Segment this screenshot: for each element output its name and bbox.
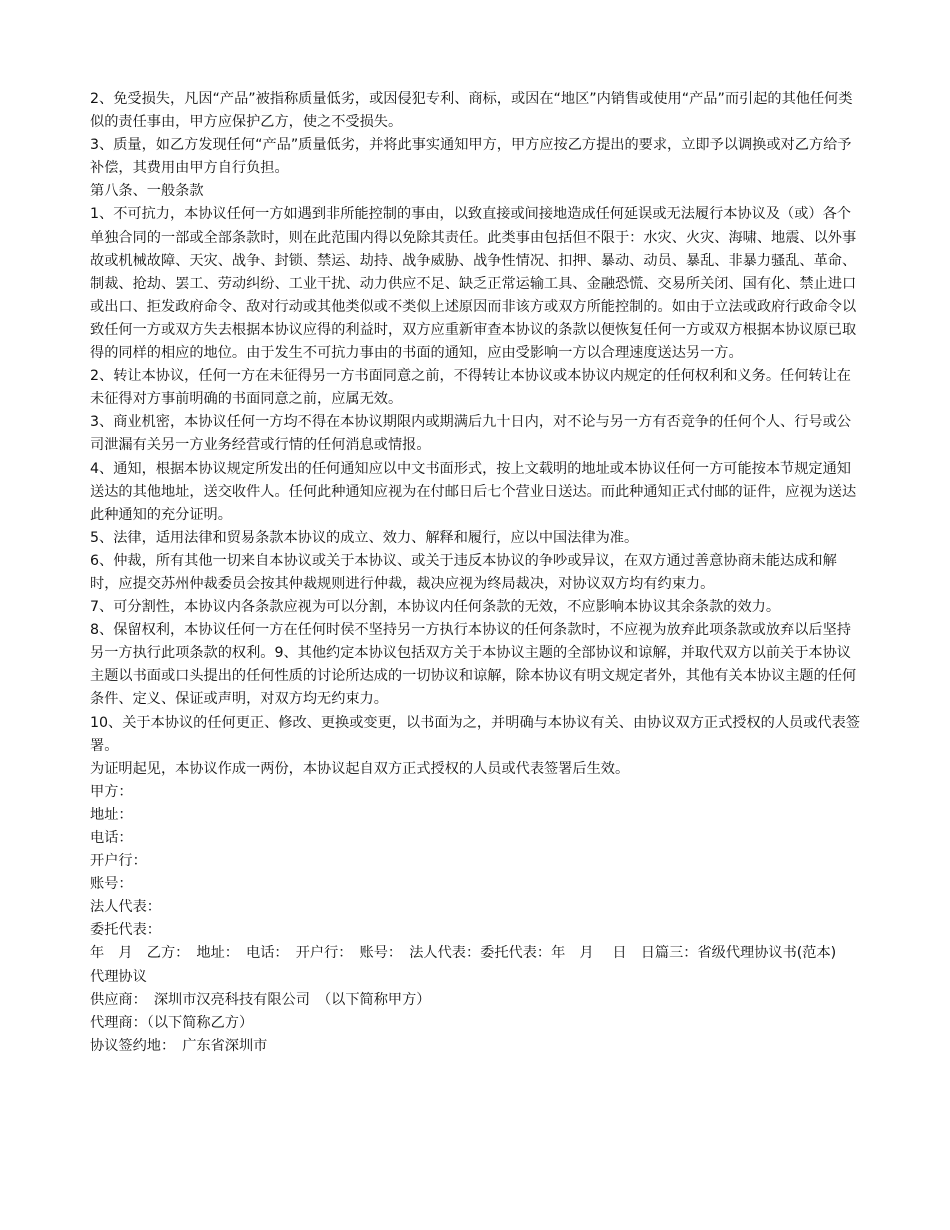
clause-8-5-law: 5、法律，适用法律和贸易条款本协议的成立、效力、解释和履行，应以中国法律为准。 bbox=[90, 529, 639, 546]
agent-rep-label: 委托代表： bbox=[90, 922, 161, 939]
legal-rep-label: 法人代表： bbox=[90, 899, 161, 916]
clause-8-1-force-majeure: 1、不可抗力，本协议任何一方如遇到非所能控制的事由，以致直接或间接地造成任何延误或无法履行本协议及（或）各个单独合同的一部或全部条款时，则在此范围内得以免除其责任。此类事由包括但不限于：水灾、火灾、海啸、地震、以外事故或机械故障、天灾、战争、封锁、禁运、劫持、战争威胁、战争性情况、扣押、暴动、动员、暴乱、非暴力骚乱、革命、制裁、抢劫、罢工、劳动纠纷、工业干扰、动力供应不足、缺乏正常运输工具、金融恐慌、交易所关闭、国有化、禁止进口或出口、拒发政府命令、敌对行动或其他类似或不类似上述原因而非该方或双方所能控制的。如由于立法或政府行政命令以致任何一方或双方失去根据本协议应得的利益时，双方应重新审查本协议的条款以便恢复任何一方或双方根据本协议原已取得的同样的相应的地位。由于发生不可抗力事由的书面的通知，应由受影响一方以合理速度送达另一方。 bbox=[90, 206, 857, 362]
article-8-heading: 第八条、一般条款 bbox=[90, 183, 204, 200]
address-label: 地址： bbox=[90, 806, 133, 823]
clause-7-3-quality: 3、质量，如乙方发现任何“产品”质量低劣，并将此事实通知甲方，甲方应按乙方提出的要求，立即予以调换或对乙方给予补偿，其费用由甲方自行负担。 bbox=[90, 137, 852, 177]
witness-statement: 为证明起见，本协议作成一两份，本协议起自双方正式授权的人员或代表签署后生效。 bbox=[90, 760, 630, 777]
supplier-line: 供应商： 深圳市汉亮科技有限公司 （以下简称甲方） bbox=[90, 991, 431, 1008]
agreement-title: 代理协议 bbox=[90, 968, 147, 985]
bank-label: 开户行： bbox=[90, 853, 147, 870]
signing-place-line: 协议签约地： 广东省深圳市 bbox=[90, 1037, 268, 1054]
clause-7-2-indemnity: 2、免受损失，凡因“产品”被指称质量低劣，或因侵犯专利、商标，或因在“地区”内销售或使用“产品”而引起的其他任何类似的责任事由，甲方应保护乙方，使之不受损失。 bbox=[90, 91, 853, 131]
clause-8-2-assignment: 2、转让本协议，任何一方在未征得另一方书面同意之前，不得转让本协议或本协议内规定的任何权利和义务。任何转让在未征得对方事前明确的书面同意之前，应属无效。 bbox=[90, 368, 851, 408]
agent-line: 代理商：（以下简称乙方） bbox=[90, 1014, 254, 1031]
clause-8-8-reservation: 8、保留权利，本协议任何一方在任何时侯不坚持另一方执行本协议的任何条款时，不应视为放弃此项条款或放弃以后坚持另一方执行此项条款的权利。9、其他约定本协议包括双方关于本协议主题的全部协议和谅解，并取代双方以前关于本协议主题以书面或口头提出的任何性质的讨论所达成的一切协议和谅解，除本协议有明文规定者外，其他有关本协议主题的任何条件、定义、保证或声明，对双方均无约束力。 bbox=[90, 622, 857, 708]
clause-8-10-amendment: 10、关于本协议的任何更正、修改、更换或变更，以书面为之，并明确与本协议有关、由协议双方正式授权的人员或代表签署。 bbox=[90, 714, 860, 754]
clause-8-6-arbitration: 6、仲裁，所有其他一切来自本协议或关于本协议、或关于违反本协议的争吵或异议，在双方通过善意协商未能达成和解时，应提交苏州仲裁委员会按其仲裁规则进行仲裁，裁决应视为终局裁决，对协议双方均有约束力。 bbox=[90, 552, 837, 592]
account-label: 账号： bbox=[90, 876, 133, 893]
signature-line: 年 月 乙方： 地址： 电话： 开户行： 账号： 法人代表：委托代表：年 月 日 日篇三：省级代理协议书(范本) bbox=[90, 945, 837, 962]
phone-label: 电话： bbox=[90, 830, 133, 846]
document-body bbox=[90, 88, 860, 1058]
clause-8-4-notice: 4、通知，根据本协议规定所发出的任何通知应以中文书面形式，按上文载明的地址或本协议任何一方可能按本节规定通知送达的其他地址，送交收件人。任何此种通知应视为在付邮日后七个营业日送达。而此种通知正式付邮的证件，应视为送达此种通知的充分证明。 bbox=[90, 460, 857, 523]
party-a-label: 甲方： bbox=[90, 783, 133, 800]
clause-8-3-confidentiality: 3、商业机密，本协议任何一方均不得在本协议期限内或期满后九十日内，对不论与另一方有否竞争的任何个人、行号或公司泄漏有关另一方业务经营或行情的任何消息或情报。 bbox=[90, 414, 851, 454]
clause-8-7-severability: 7、可分割性，本协议内各条款应视为可以分割，本协议内任何条款的无效，不应影响本协议其余条款的效力。 bbox=[90, 599, 781, 616]
